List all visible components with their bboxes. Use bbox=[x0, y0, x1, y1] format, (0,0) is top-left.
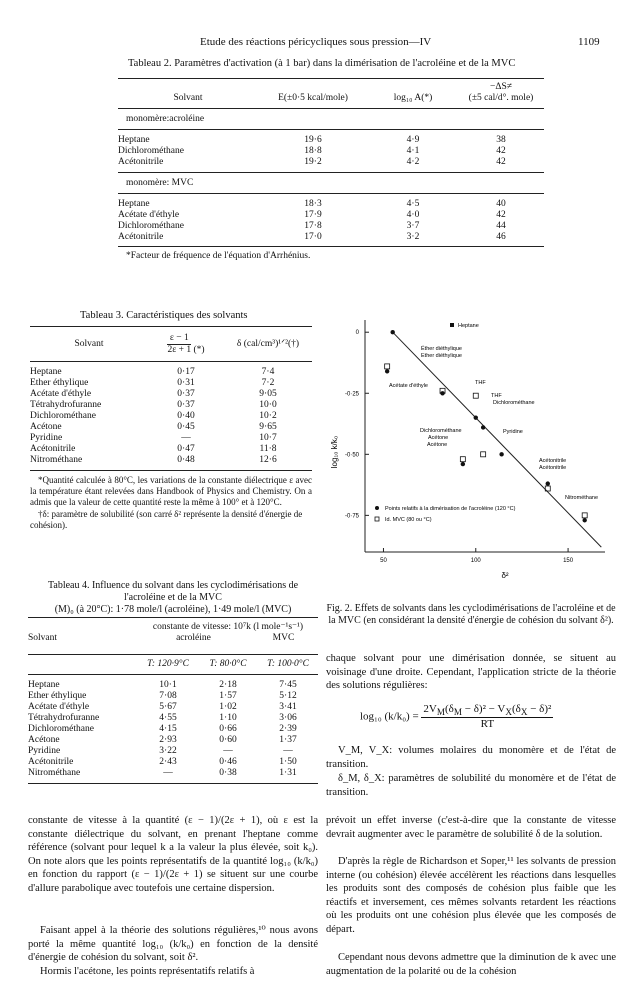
x-axis-label: δ² bbox=[501, 571, 509, 580]
table-row: Dichlorométhane 4·15 0·66 2·39 bbox=[28, 724, 297, 734]
data-point bbox=[582, 513, 587, 518]
table-row: Dichlorométhane 17·8 3·7 44 bbox=[118, 221, 506, 231]
table4-h-solvant: Solvant bbox=[28, 633, 58, 643]
table-row: Nitrométhane 0·48 12·6 bbox=[30, 455, 277, 465]
table2-body1 bbox=[118, 135, 544, 168]
legend-top-label: Heptane bbox=[458, 323, 479, 329]
data-point bbox=[390, 330, 394, 334]
left-paragraph-3: Hormis l'acétone, les points représentatifs relatifs à bbox=[40, 966, 255, 977]
table3-body bbox=[30, 367, 312, 466]
table-row: Pyridine — 10·7 bbox=[30, 433, 277, 443]
table4-temp1: T: 120·9°C bbox=[147, 659, 189, 669]
table-row: Ether éthylique 7·08 1·57 5·12 bbox=[28, 691, 297, 701]
data-point bbox=[499, 452, 503, 456]
table-row: Nitrométhane — 0·38 1·31 bbox=[28, 768, 297, 778]
label-thf-1: THF bbox=[475, 380, 486, 386]
label-acetone-2: Acétone bbox=[427, 442, 448, 448]
table2-ds-top: −ΔS≠ bbox=[490, 82, 512, 92]
x-tick-label: 100 bbox=[470, 558, 481, 564]
y-tick-label: -0·50 bbox=[344, 452, 359, 459]
figure-caption: Fig. 2. Effets de solvants dans les cyclodimérisations de l'acroléine et de la MVC (en considérant la densité d'énergie de cohésion du solvant δ²). bbox=[326, 603, 616, 626]
table4-temp2: T: 80·0°C bbox=[209, 659, 247, 669]
label-acetonitrile-1: Acétonitrile bbox=[539, 458, 567, 464]
table4-caption-line1: Tableau 4. Influence du solvant dans les cyclodimérisations de l'acroléine et de la MVC bbox=[47, 580, 299, 603]
table2-body2 bbox=[118, 199, 544, 243]
table-row: Heptane 0·17 7·4 bbox=[30, 367, 275, 377]
table2 bbox=[118, 78, 544, 261]
label-pyridine: Pyridine bbox=[503, 429, 523, 435]
legend-open-label: Id. MVC (80 ou °C) bbox=[385, 517, 432, 523]
y-axis-label: log₁₀ k/k₀ bbox=[330, 435, 339, 469]
table-row: Acétonitrile 0·47 11·8 bbox=[30, 444, 277, 454]
left-paragraph-1: constante de vitesse à la quantité (ε − 1)/(2ε + 1), où ε est la constante diélectrique du solvant, en prenant l'heptane comme référence (solvant pour lequel k a la valeur la plus élevée, soit k₀). On note alors que les points représentatifs de la quantité log₁₀ (k/k₀) en fonction du rapport (ε − 1)/(2ε + 1) se situent sur une courbe d'allure parabolique avec toutefois une certaine dispersion. bbox=[28, 815, 318, 894]
table4-caption bbox=[28, 580, 318, 616]
data-point bbox=[473, 393, 478, 398]
table-row: Dichlorométhane 18·8 4·1 42 bbox=[118, 146, 506, 156]
legend-filled-label: Points relatifs à la dimérisation de l'acroléine (120 °C) bbox=[385, 506, 516, 512]
data-point bbox=[385, 364, 390, 369]
table4-body bbox=[28, 680, 318, 779]
table-row: Acétonitrile 19·2 4·2 42 bbox=[118, 157, 506, 167]
page-number: 1109 bbox=[578, 36, 600, 48]
legend-filled-marker bbox=[375, 506, 379, 510]
left-paragraph-2: Faisant appel à la théorie des solutions régulières,¹⁰ nous avons porté la même quantité log₁₀ (k/k₀) en fonction de la densité d'énergie de cohésion du solvant, soit δ². bbox=[28, 925, 318, 963]
right-paragraph-2: D'après la règle de Richardson et Soper,¹¹ les solvants de pression interne (ou cohésion) élevée accélèrent les réactions dans lesquelles les produits sont des composés de cohésion plus faible que les réactifs et inversement, ces mêmes solvants retardent les réactions où les produits ont une cohésion plus élevée que les composés de départ. bbox=[326, 856, 616, 935]
table-row: Acétate d'éthyle 17·9 4·0 42 bbox=[118, 210, 506, 220]
table-row: Tétrahydrofuranne 0·37 10·0 bbox=[30, 400, 277, 410]
data-point bbox=[481, 452, 486, 457]
legend-top-marker bbox=[450, 323, 454, 327]
y-tick-label: -0·75 bbox=[344, 513, 359, 520]
table2-h-ds: (±5 cal/d°. mole) bbox=[468, 93, 534, 103]
right-intro: chaque solvant pour une dimérisation donnée, se situent au voisinage d'une droite. Cependant, l'application stricte de la théorie des solutions régulières: bbox=[326, 653, 616, 691]
data-point bbox=[474, 415, 478, 419]
table4-caption-line2: (M)₀ (à 20°C): 1·78 mole/l (acroléine), 1·49 mole/l (MVC) bbox=[54, 604, 292, 615]
table-row: Acétonitrile 2·43 0·46 1·50 bbox=[28, 757, 297, 767]
label-thf-2: THF bbox=[491, 393, 502, 399]
label-ether-2: Ether diéthylique bbox=[421, 353, 462, 359]
scatter-chart bbox=[325, 312, 615, 602]
table3-caption: Tableau 3. Caractéristiques des solvants bbox=[80, 310, 248, 321]
right-paragraph-3: Cependant nous devons admettre que la diminution de k avec une augmentation de la polarité ou de la cohésion bbox=[326, 952, 616, 977]
data-point bbox=[461, 462, 465, 466]
table-row: Acétate d'éthyle 5·67 1·02 3·41 bbox=[28, 702, 297, 712]
table-row: Heptane 10·1 2·18 7·45 bbox=[28, 680, 297, 690]
definition-solubility: δ_M, δ_X: paramètres de solubilité du monomère et de l'état de transition. bbox=[326, 773, 616, 798]
table4 bbox=[28, 617, 318, 784]
table3-h-eps: $\frac{\varepsilon - 1}{2\varepsilon + 1}$ (*) bbox=[167, 333, 205, 355]
data-point bbox=[546, 481, 550, 485]
table2-group1: monomère:acroléine bbox=[126, 114, 205, 124]
label-acetate: Acétate d'éthyle bbox=[389, 383, 428, 389]
point-labels bbox=[389, 345, 598, 501]
table4-h-acro: acroléine bbox=[176, 633, 211, 643]
data-point bbox=[460, 457, 465, 462]
table-row: Acétonitrile 17·0 3·2 46 bbox=[118, 232, 506, 242]
data-point bbox=[481, 425, 485, 429]
y-tick-label: 0 bbox=[355, 330, 359, 337]
table-row: Acétone 0·45 9·65 bbox=[30, 422, 277, 432]
figure-2 bbox=[325, 312, 615, 602]
table3 bbox=[30, 326, 312, 531]
table3-note2: †δ: paramètre de solubilité (son carré δ² représente la densité d'énergie de cohésion). bbox=[30, 509, 303, 530]
label-nitromethane: Nitrométhane bbox=[565, 495, 599, 501]
table-row: Acétone 2·93 0·60 1·37 bbox=[28, 735, 297, 745]
y-tick-label: -0·25 bbox=[344, 391, 359, 398]
table4-h-rate: constante de vitesse: 10⁷k (l mole⁻¹s⁻¹) bbox=[152, 622, 304, 632]
table3-note1: *Quantité calculée à 80°C, les variations de la constante diélectrique ε avec la température étant relevées dans Handbook of Physics and Chemistry. On a admis que la valeur de cette quantité reste la même à 100° et à 120°C. bbox=[30, 475, 312, 507]
table3-h-delta: δ (cal/cm³)¹ᐟ²(†) bbox=[236, 339, 300, 349]
label-ether-1: Éther diéthylique bbox=[421, 346, 462, 352]
table2-caption: Tableau 2. Paramètres d'activation (à 1 bar) dans la dimérisation de l'acroléine et de la MVC bbox=[128, 58, 516, 69]
table3-h-solvant: Solvant bbox=[74, 339, 104, 349]
x-tick-label: 50 bbox=[380, 558, 387, 564]
equation: log₁₀ (k/k₀) = $\frac{2V_M(\delta_M - \delta)^2 - V_X(\delta_X - \delta)^2}{RT}$ bbox=[360, 703, 552, 731]
trend-line bbox=[393, 332, 602, 547]
data-point bbox=[582, 518, 586, 522]
table-row: Heptane 18·3 4·5 40 bbox=[118, 199, 506, 209]
label-dcm-2: Dichlorométhane bbox=[420, 428, 462, 434]
table2-footnote: *Facteur de fréquence de l'équation d'Arrhénius. bbox=[126, 251, 311, 261]
legend-open-marker bbox=[375, 517, 379, 521]
table4-temp3: T: 100·0°C bbox=[267, 659, 309, 669]
table-row: Tétrahydrofuranne 4·55 1·10 3·06 bbox=[28, 713, 297, 723]
label-acetone-1: Acétone bbox=[428, 435, 449, 441]
table-row: Pyridine 3·22 — — bbox=[28, 746, 293, 756]
table-row: Acétate d'éthyle 0·37 9·05 bbox=[30, 389, 277, 399]
table2-h-loga: log₁₀ A(*) bbox=[393, 93, 433, 103]
table-row: Dichlorométhane 0·40 10·2 bbox=[30, 411, 277, 421]
label-dcm-1: Dichlorométhane bbox=[493, 400, 535, 406]
table-row: Ether éthylique 0·31 7·2 bbox=[30, 378, 275, 388]
table2-h-e: E(±0·5 kcal/mole) bbox=[278, 93, 348, 103]
label-acetonitrile-2: Acétonitrile bbox=[539, 465, 567, 471]
table-row: Heptane 19·6 4·9 38 bbox=[118, 135, 506, 145]
table4-h-mvc: MVC bbox=[272, 633, 295, 643]
table2-group2: monomère: MVC bbox=[126, 178, 194, 188]
data-point bbox=[385, 369, 389, 373]
table2-h-solvant: Solvant bbox=[173, 93, 203, 103]
definition-volumes: V_M, V_X: volumes molaires du monomère et de l'état de transition. bbox=[326, 745, 616, 770]
right-paragraph-1: prévoit un effet inverse (c'est-à-dire que la constante de vitesse devrait augmenter avec le paramètre de solubilité δ de la solution. bbox=[326, 815, 616, 840]
x-tick-label: 150 bbox=[563, 558, 574, 564]
running-title: Etude des réactions péricycliques sous pression—IV bbox=[200, 36, 432, 48]
